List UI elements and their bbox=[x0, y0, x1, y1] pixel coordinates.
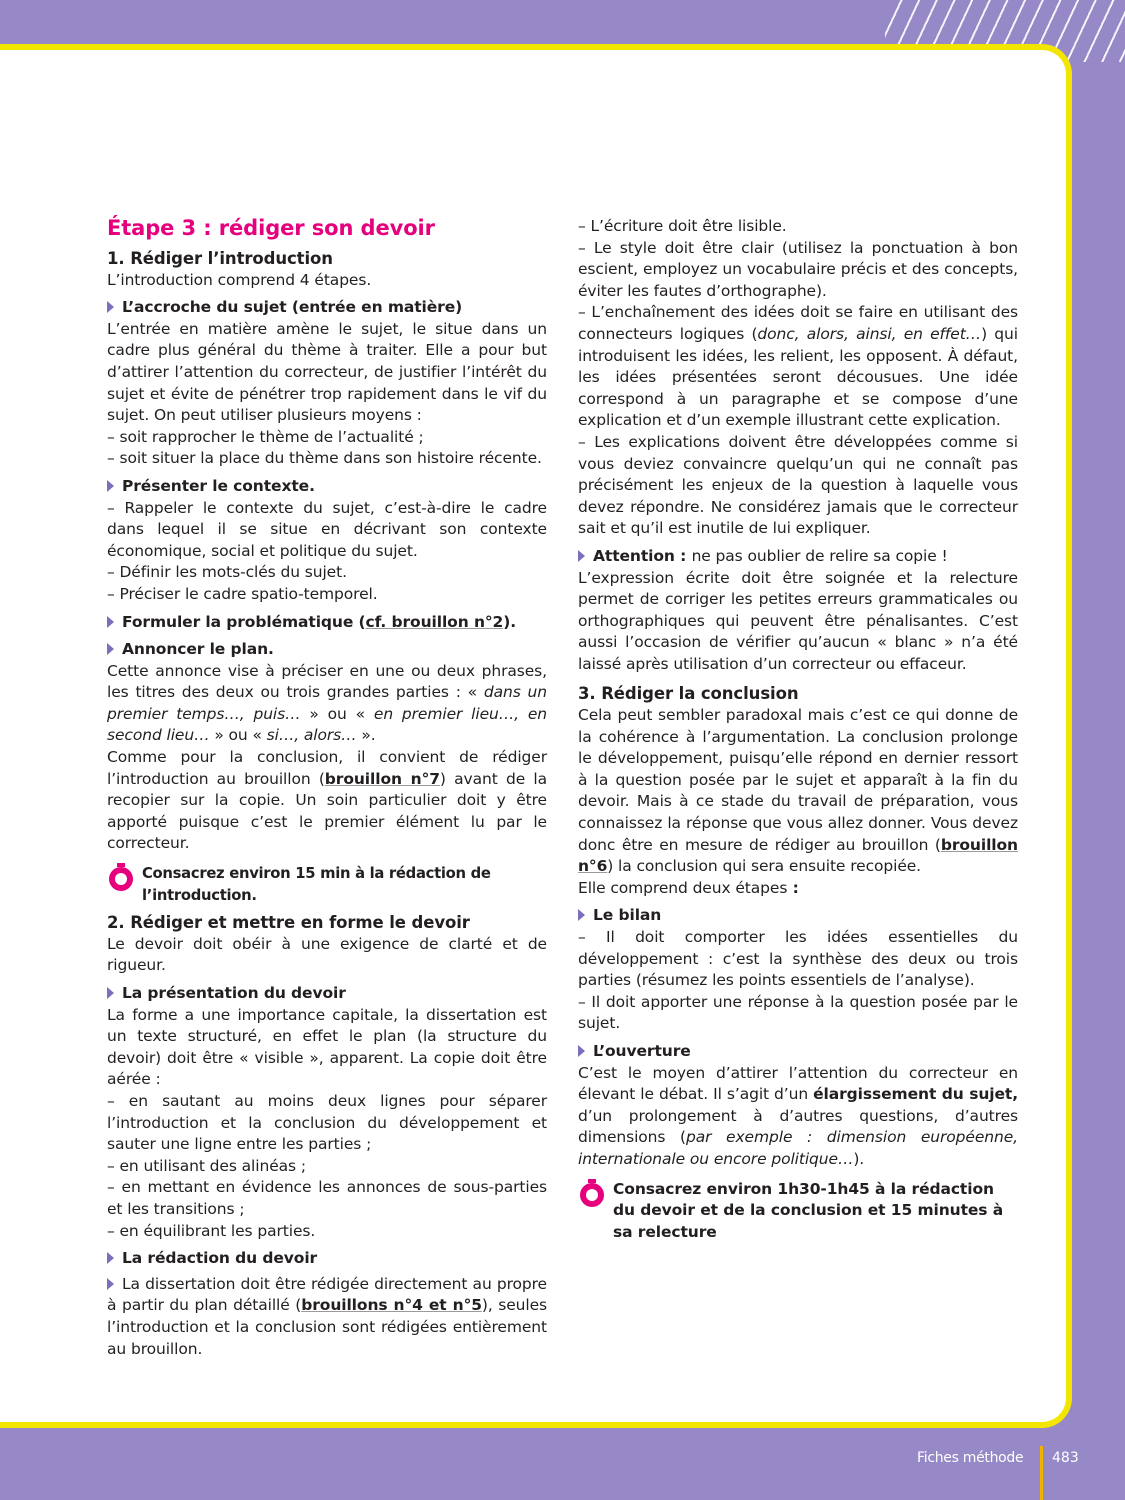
list-item: – Rappeler le contexte du sujet, c’est-à-dire le cadre dans lequel il se situe en décrivant son contexte économique, social et politique du sujet. bbox=[107, 498, 547, 560]
bullet-triangle-icon bbox=[578, 550, 585, 562]
bullet-ouverture: L’ouverture bbox=[578, 1041, 1018, 1063]
list-item: – en utilisant des alinéas ; bbox=[107, 1156, 306, 1175]
page-title: Étape 3 : rédiger son devoir bbox=[107, 216, 435, 240]
list-item: – L’enchaînement des idées doit se faire en utilisant des connecteurs logiques (donc, alors, ainsi, en effet…) qui introduisent les idées, les relient, les opposent. À défaut, les idées présentées seront décousues. Une idée correspond à un paragraphe et se compose d’une explication et d’un exemple illustrant cette explication. bbox=[578, 303, 1018, 430]
left-column bbox=[107, 214, 547, 1360]
list-item: – soit rapprocher le thème de l’actualité ; bbox=[107, 427, 424, 446]
brouillon-reference: cf. brouillon n°2 bbox=[365, 612, 504, 631]
footer-section-label: Fiches méthode bbox=[917, 1450, 1024, 1466]
paragraph: L’entrée en matière amène le sujet, le situe dans un cadre plus général du thème à traiter. Elle a pour but d’attirer l’attention du correcteur, de justifier l’intérêt du sujet et évite de pénétrer trop rapidement dans le vif du sujet. On peut utiliser plusieurs moyens : bbox=[107, 319, 547, 425]
bullet-bilan: Le bilan bbox=[578, 905, 1018, 927]
paragraph: La forme a une importance capitale, la dissertation est un texte structuré, en effet le plan (la structure du devoir) doit être « visible », apparent. La copie doit être aérée : bbox=[107, 1005, 547, 1089]
list-item: – soit situer la place du thème dans son histoire récente. bbox=[107, 449, 542, 468]
footer-divider bbox=[1040, 1446, 1043, 1500]
list-item: – Le style doit être clair (utilisez la ponctuation à bon escient, employez un vocabulaire précis et des concepts, éviter les fautes d’orthographe). bbox=[578, 238, 1018, 300]
list-item: – en mettant en évidence les annonces de sous-parties et les transitions ; bbox=[107, 1178, 547, 1218]
section-2-intro: Le devoir doit obéir à une exigence de clarté et de rigueur. bbox=[107, 934, 547, 975]
bullet-triangle-icon bbox=[107, 616, 114, 628]
list-item: – Il doit comporter les idées essentielles du développement : c’est la synthèse des deux ou trois parties (résumez les points essentiels de l’analyse). bbox=[578, 928, 1018, 990]
bullet-accroche: L’accroche du sujet (entrée en matière) bbox=[107, 297, 547, 319]
paragraph: Comme pour la conclusion, il convient de rédiger l’introduction au brouillon (brouillon n°7) avant de la recopier sur la copie. Un soin particulier doit y être apporté puisque c’est le premier élément lu par le correcteur. bbox=[107, 748, 547, 853]
bullet-triangle-icon bbox=[107, 643, 114, 655]
bullet-presentation: La présentation du devoir bbox=[107, 983, 547, 1005]
list-item: – Les explications doivent être développées comme si vous deviez convaincre quelqu’un qui ne connaît pas précisément les enjeux de la question à laquelle vous devez répondre. Ne considérez jamais que le correcteur sait et qu’il est inutile de lui expliquer. bbox=[578, 432, 1018, 538]
bullet-contexte: Présenter le contexte. bbox=[107, 476, 547, 498]
list-item: – Préciser le cadre spatio-temporel. bbox=[107, 584, 378, 603]
brouillon-reference: brouillon n°7 bbox=[324, 769, 440, 788]
paragraph: Cela peut sembler paradoxal mais c’est ce qui donne de la cohérence à l’argumentation. La conclusion prolonge le développement, puisqu’elle répond en dernier ressort à la question posée par le sujet et apparaît à la fin du devoir. Mais à ce stade du travail de préparation, vous connaissez la réponse que vous allez donner. Vous devez donc être en mesure de rédiger au brouillon (brouillon n°6) la conclusion qui sera ensuite recopiée. bbox=[578, 706, 1018, 876]
bullet-triangle-icon bbox=[107, 987, 114, 999]
bullet-triangle-icon bbox=[107, 480, 114, 492]
paragraph: La dissertation doit être rédigée directement au propre à partir du plan détaillé (brouillons n°4 et n°5), seules l’introduction et la conclusion sont rédigées entièrement au brouillon. bbox=[107, 1274, 548, 1358]
time-tip: Consacrez environ 1h30-1h45 à la rédaction du devoir et de la conclusion et 15 minutes à sa relecture bbox=[578, 1179, 1018, 1244]
stopwatch-icon bbox=[107, 863, 135, 891]
paragraph: Elle comprend deux étapes : bbox=[578, 878, 799, 897]
paragraph: Cette annonce vise à préciser en une ou deux phrases, les titres des deux ou trois grandes parties : « dans un premier temps…, puis… » ou « en premier lieu…, en second lieu… » ou « si…, alors… ». bbox=[107, 661, 547, 745]
section-2-title: 2. Rédiger et mettre en forme le devoir bbox=[107, 913, 470, 933]
bullet-triangle-icon bbox=[107, 301, 114, 313]
list-item: – Il doit apporter une réponse à la question posée par le sujet. bbox=[578, 992, 1018, 1033]
bullet-problematique: Formuler la problématique (cf. brouillon n°2). bbox=[107, 612, 547, 634]
brouillon-reference: brouillon n°6 bbox=[578, 835, 1018, 876]
bullet-triangle-icon bbox=[107, 1252, 114, 1264]
brouillon-reference: brouillons n°4 et n°5 bbox=[301, 1296, 482, 1315]
paragraph: L’expression écrite doit être soignée et la relecture permet de corriger les petites erreurs grammaticales ou orthographiques qui peuvent être pénalisantes. C’est aussi l’occasion de vérifier qu’aucun « blanc » n’a été laissé après utilisation d’un correcteur ou effaceur. bbox=[578, 568, 1018, 673]
section-3-title: 3. Rédiger la conclusion bbox=[578, 684, 799, 704]
section-1-intro: L’introduction comprend 4 étapes. bbox=[107, 270, 372, 289]
stopwatch-icon bbox=[578, 1179, 606, 1207]
right-column bbox=[578, 216, 1018, 1249]
list-item: – Définir les mots-clés du sujet. bbox=[107, 563, 347, 582]
page-number: 483 bbox=[1052, 1450, 1079, 1466]
bullet-plan: Annoncer le plan. bbox=[107, 639, 547, 661]
list-item: – L’écriture doit être lisible. bbox=[578, 217, 787, 235]
bullet-triangle-icon bbox=[578, 1045, 585, 1057]
bullet-attention: Attention : ne pas oublier de relire sa copie ! bbox=[578, 546, 1018, 568]
section-1-title: 1. Rédiger l’introduction bbox=[107, 249, 333, 268]
list-item: – en sautant au moins deux lignes pour séparer l’introduction et la conclusion du développement et sauter une ligne entre les parties ; bbox=[107, 1091, 547, 1154]
bullet-triangle-icon bbox=[578, 909, 585, 921]
paragraph: C’est le moyen d’attirer l’attention du correcteur en élevant le débat. Il s’agit d’un élargissement du sujet, d’un prolongement à d’autres questions, d’autres dimensions (par exemple : dimension européenne, internationale ou encore politique…). bbox=[578, 1063, 1019, 1168]
bullet-triangle-icon bbox=[107, 1278, 114, 1290]
list-item: – en équilibrant les parties. bbox=[107, 1221, 316, 1240]
bullet-redaction: La rédaction du devoir bbox=[107, 1248, 547, 1270]
time-tip: Consacrez environ 15 min à la rédaction de l’introduction. bbox=[107, 863, 547, 906]
